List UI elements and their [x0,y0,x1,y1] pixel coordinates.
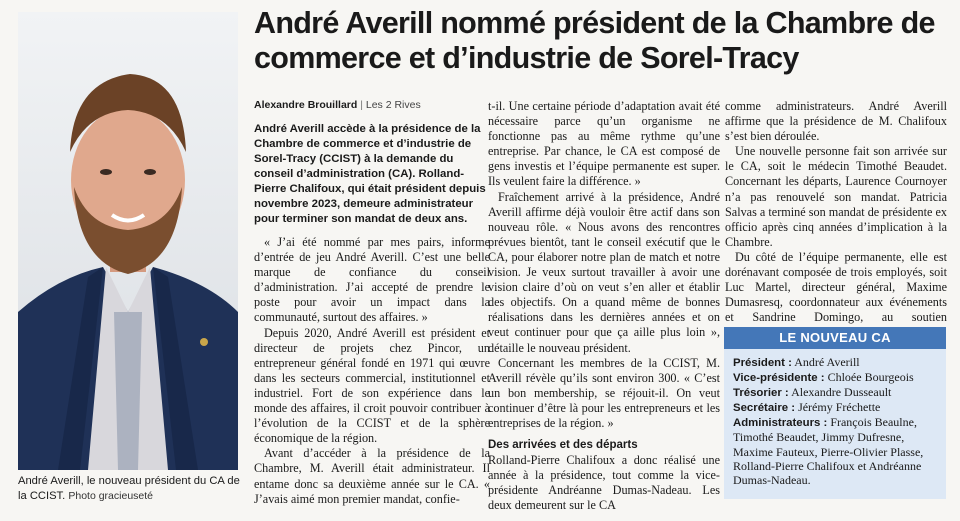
sidebar-entry [733,385,941,400]
caption-text: André Averill, le nouveau président du CA de la CCIST. [18,475,240,502]
sidebar-entry [733,370,941,385]
article-column-1 [254,122,490,507]
sidebar-entry [733,415,941,486]
body-paragraph: comme administrateurs. André Averill affirme que la présidence de M. Chalifoux s’est bien déroulée. [725,99,947,144]
lede-paragraph: André Averill accède à la présidence de la Chambre de commerce et d’industrie de Sorel-Tracy (CCIST) à la demande du conseil d’administration (CA). Rolland-Pierre Chalifoux, qui était président depuis novembre 2023, demeure administrateur pour terminer son mandat de deux ans. [254,123,486,225]
byline-outlet: Les 2 Rives [365,99,421,111]
body-paragraph: Depuis 2020, André Averill est président et directeur de projets chez Pincor, un entrepreneur général fondé en 1971 qui œuvre dans les secteurs commercial, institutionnel et industriel. Fort de son expérience dans le monde des affaires, il croit pouvoir contribuer à l’évolution de la CCIST et de la sphère économique de la région. [254,325,490,446]
sidebar-names: Jérémy Fréchette [798,400,881,415]
sidebar-names: André Averill [794,355,860,369]
sidebar-names: Alexandre Dusseault [791,385,892,400]
photo-credit: Photo gracieuseté [68,490,154,502]
byline [254,98,490,112]
body-paragraph: Avant d’accéder à la présidence de la Chambre, M. Averill était administrateur. Il entame donc sa deuxième année sur le CA. « J’avais aimé mon premier mandat, confie- [254,446,490,506]
sidebar-names: François Beaulne, Timothé Beaudet, Jimmy Dufresne, Maxime Fauteux, Pierre-Olivier Plasse, Rolland-Pierre Chalifoux et Andréanne Dumas-Nadeau. [733,415,924,487]
body-paragraph: Concernant les membres de la CCIST, M. Averill révèle qu’ils sont environ 300. « C’est un bon membership, se réjouit-il. On veut continuer d’être là pour les entrepreneurs et les entreprises de la région. » [488,355,720,430]
sidebar-entry [733,355,941,370]
sidebar-role: Président : [733,357,792,369]
sidebar-title: LE NOUVEAU CA [779,330,891,345]
sidebar-list [733,355,941,487]
body-paragraph: Du côté de l’équipe permanente, elle est dorénavant composée de trois employés, soit Luc Martel, directeur général, Maxime Dumasresq, coordonnateur aux événements et Sandrine Domingo, au soutien [725,249,947,325]
body-paragraph: Rolland-Pierre Chalifoux a donc réalisé une année à la présidence, tout comme la vice-présidente Andréanne Dumas-Nadeau. Les deux demeurent sur le CA [488,453,720,513]
sidebar-entry [733,400,941,415]
byline-author: Alexandre Brouillard [254,99,358,111]
sidebar-role: Trésorier : [733,387,789,400]
article-column-2 [488,99,720,513]
body-paragraph: t-il. Une certaine période d’adaptation avait été nécessaire parce qu’un organisme ne fonctionne pas au même rythme qu’une entreprise. Par chance, le CA est composé de gens investis et l’équipe permanente est super. Ils veulent faire la différence. » [488,99,720,189]
body-paragraph: Une nouvelle personne fait son arrivée sur le CA, soit le médecin Timothé Beaudet. Concernant les départs, Laurence Cournoyer n’a pas renouvelé son mandat. Patricia Salvas a terminé son mandat de présidente ex officio après cinq années d’implication à la Chambre. [725,144,947,249]
sidebar-role: Secrétaire : [733,402,796,415]
sidebar-names: Chloée Bourgeois [827,370,914,385]
sidebar-role: Vice-présidente : [733,372,825,385]
article-column-3 [725,99,947,341]
headline: André Averill nommé président de la Chambre de commerce et d’industrie de Sorel-Tracy [254,6,935,75]
photo-caption [18,474,244,504]
body-paragraph: Fraîchement arrivé à la présidence, André Averill affirme déjà vouloir être actif dans son nouveau rôle. « Nous avons des rencontres prévues bientôt, tant le conseil exécutif que le CA, pour élaborer notre plan de match et notre vision. Je veux surtout travailler à avoir une vision claire d’où on veut s’en aller et établir des objectifs. On a quand même de bonnes réalisations dans les dernières années et on veut continuer pour que ça aille plus loin », détaille le nouveau président. [488,189,720,355]
byline-separator: | [360,99,363,111]
section-subhead: Des arrivées et des départs [488,439,638,452]
sidebar-role: Administrateurs : [733,417,828,430]
portrait-photo [18,12,238,470]
body-paragraph: « J’ai été nommé par mes pairs, informe d’entrée de jeu André Averill. C’est une belle marque de confiance du conseil d’administration. J’ai accepté de prendre le poste pour avoir un impact dans la communauté, surtout des affaires. » [254,235,490,325]
